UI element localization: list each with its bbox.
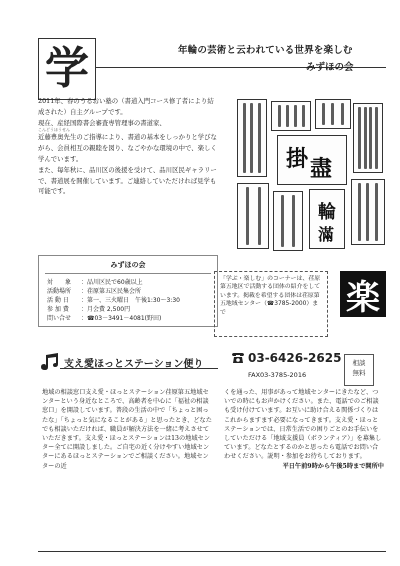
group-name: みずほの会 bbox=[306, 62, 354, 73]
calligraphy-scroll: 掛 盡 bbox=[277, 135, 347, 185]
info-row: 参 加 費 ： 月会費 2,500円 bbox=[47, 306, 131, 313]
info-value: 品川区民で60歳以上 bbox=[87, 279, 143, 286]
info-label: 問い合せ bbox=[47, 315, 72, 322]
intro-paragraph-1: 2011年、春のうるおい塾の（書道入門コース修了者により結成された）自主グループです。 bbox=[38, 97, 214, 116]
calligraphy-scroll bbox=[237, 99, 267, 177]
info-box bbox=[38, 255, 218, 327]
intro-paragraph-2: 現在、産経国際書会審査専管理事の書道家、 bbox=[38, 118, 166, 127]
phone-number: 03-6426-2625 bbox=[248, 351, 342, 365]
calligraphy-scroll bbox=[351, 179, 385, 245]
music-note-icon bbox=[38, 352, 62, 372]
station-title: 支え愛ほっとステーション便り bbox=[64, 358, 204, 370]
info-row: 活 動 日 ： 第一、三火曜日 午後1:30～3:30 bbox=[47, 297, 180, 304]
badge-line: 相談 bbox=[352, 359, 366, 367]
intro-paragraph-3: 近藤豊奥先生のご指導により、書道の基本をしっかりと学びながら、会員相互の親睦を図り、なごやかな環境の中で、楽しく学んでいます。 bbox=[38, 133, 217, 163]
free-consultation-badge bbox=[344, 354, 374, 386]
badge-line: 無料 bbox=[352, 369, 366, 377]
info-value: ☎03－3491－4081(野田) bbox=[87, 315, 162, 322]
info-value: 月会費 2,500円 bbox=[87, 306, 131, 313]
calligraphy-photos bbox=[229, 93, 389, 253]
station-title-underline bbox=[60, 368, 218, 369]
info-label: 活 動 日 bbox=[47, 297, 69, 304]
info-rows bbox=[47, 278, 180, 323]
intro-furigana: こんどうほうせん bbox=[38, 127, 70, 133]
opening-hours: 平日午前9時から午後5時まで開所中 bbox=[282, 462, 384, 470]
calligraphy-scroll bbox=[273, 191, 303, 251]
kanji-text: 楽 bbox=[346, 277, 380, 318]
info-row: 活動場所 ： 荏原第五区民集会所 bbox=[47, 288, 142, 295]
calligraphy-scroll: 輪 滿 bbox=[309, 189, 345, 249]
phone-icon bbox=[231, 352, 245, 364]
fax-number: FAX03-3785-2016 bbox=[248, 371, 307, 379]
info-label: 参 加 費 bbox=[47, 306, 69, 313]
station-text-right-body: くを通った、用事があって地域センターにきたなど、ついでの時にもお声かけください。また、電話でのご相談も受け付けています。お互いに助け合える関係づくりはこれからますます必要になってきます。支え愛・ほっとステーションでは、日常生活での困りごとのお手伝いをしていただける「地域支援員（ボランティア）」を募集しています。どなたとするのかと思ったら電話でお問い合わせください。説明・参加をお待ちしております。 bbox=[224, 389, 382, 461]
info-row: 問い合せ ： ☎03－3491－4081(野田) bbox=[47, 315, 162, 322]
station-header bbox=[38, 352, 203, 372]
info-value: 荏原第五区民集会所 bbox=[87, 288, 142, 295]
station-text-left: 地域の相談窓口支え愛・ほっとステーション荏原第五地域センターという身近なところで、高齢者を中心に「福祉の相談窓口」を開設しています。普段の生活の中で「ちょっと困ったな」「ちょっと気になることがある」と思ったとき、どなたでも相談いただければ、職員が解決方法を一緒に考えさせていただきます。支え愛・ほっとステーションは13の地域センター全てに開設しました。ご自宅の近く分けやすい地域センターにあるほっとステーションでご相談ください。地域センターの近 bbox=[42, 389, 212, 470]
station-text-right bbox=[224, 388, 384, 471]
footer-rule bbox=[38, 551, 386, 552]
info-label: 対 象 bbox=[47, 279, 72, 286]
section-kanji-tanoshimu bbox=[340, 271, 386, 317]
info-box-divider bbox=[45, 273, 211, 274]
info-label: 活動場所 bbox=[47, 288, 72, 295]
section-subtitle: 年輪の芸術と云われている世界を楽しむ bbox=[178, 45, 353, 56]
intro-text bbox=[38, 96, 218, 197]
calligraphy-scroll bbox=[353, 103, 383, 173]
calligraphy-scroll bbox=[315, 99, 351, 129]
intro-paragraph-4: また、毎年秋に、品川区の後援を受けて、品川区民ギャラリーで、書道展を開催しています。ご連絡していただければ見学も可能です。 bbox=[38, 165, 217, 196]
notice-box: 「学ぶ・楽しむ」のコーナーは、荏原第五地区で活動する団体の紹介をしています。掲載を希望する団体は荏原第五地域センター（☎3785-2000）まで bbox=[214, 271, 328, 337]
calligraphy-scroll bbox=[237, 183, 269, 249]
info-row: 対 象 ： 品川区民で60歳以上 bbox=[47, 279, 143, 286]
phone-contact bbox=[231, 351, 341, 365]
calligraphy-scroll bbox=[271, 101, 311, 131]
info-value: 第一、三火曜日 午後1:30～3:30 bbox=[87, 297, 180, 304]
section-kanji-manabu bbox=[38, 38, 96, 100]
kanji-text: 学 bbox=[45, 43, 89, 94]
info-box-title: みずほの会 bbox=[110, 261, 146, 269]
